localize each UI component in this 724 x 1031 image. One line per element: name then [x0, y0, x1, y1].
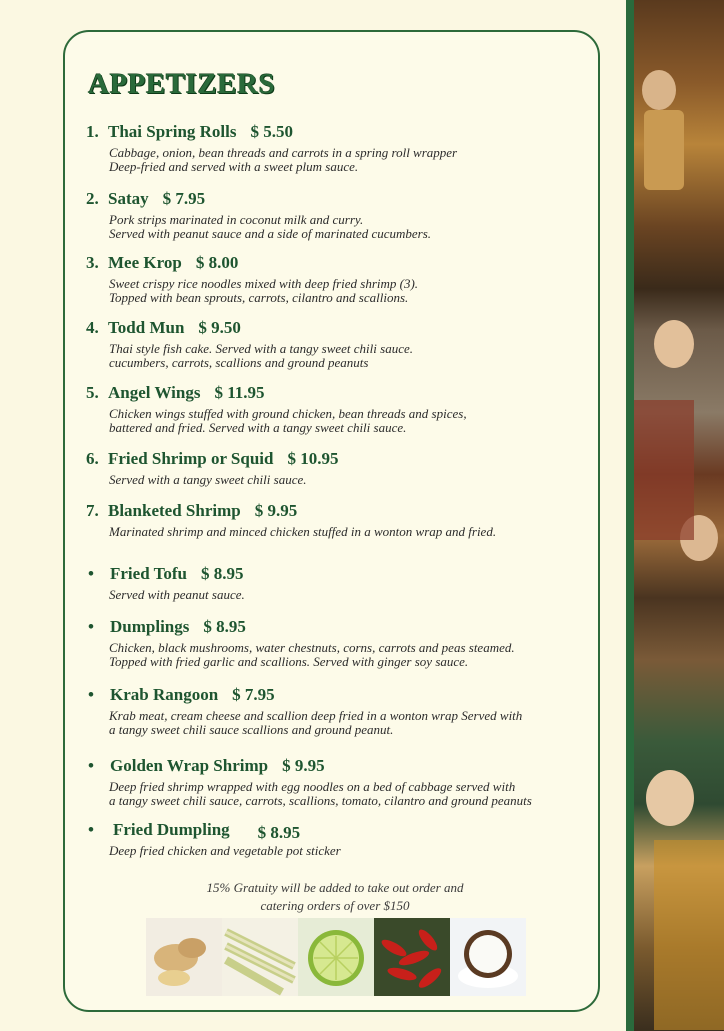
- item-name: Krab Rangoon: [110, 685, 219, 704]
- item-number: •: [88, 820, 94, 839]
- description-line: Cabbage, onion, bean threads and carrots in a spring roll wrapper: [109, 145, 458, 160]
- item-price: $ 9.95: [254, 501, 298, 520]
- item-price: $ 8.95: [203, 617, 246, 636]
- menu-item-title: [86, 253, 586, 273]
- item-name: Todd Mun: [108, 318, 185, 337]
- description-line: Served with peanut sauce and a side of marinated cucumbers.: [109, 226, 432, 241]
- item-description: [109, 525, 586, 539]
- menu-item-title: [86, 122, 586, 142]
- description-line: Thai style fish cake. Served with a tangy sweet chili sauce.: [109, 341, 413, 356]
- item-description: [109, 473, 586, 487]
- menu-item: [86, 253, 586, 305]
- menu-item: [86, 449, 586, 487]
- item-description: [109, 277, 586, 305]
- section-title: APPETIZERS: [88, 68, 276, 100]
- lime-photo: [298, 918, 374, 996]
- item-number: •: [88, 564, 94, 583]
- item-price: $ 11.95: [214, 383, 265, 402]
- description-line: Deep fried shrimp wrapped with egg noodles on a bed of cabbage served with: [109, 779, 516, 794]
- item-number: •: [88, 756, 94, 775]
- item-number: 1.: [86, 122, 99, 141]
- description-line: Sweet crispy rice noodles mixed with deep fried shrimp (3).: [109, 276, 419, 291]
- item-name: Dumplings: [110, 617, 190, 636]
- description-line: Chicken wings stuffed with ground chicken, bean threads and spices,: [109, 406, 467, 421]
- ginger-photo: [146, 918, 222, 996]
- item-description: [109, 146, 586, 174]
- menu-item: [86, 820, 586, 858]
- item-price: $ 9.95: [282, 756, 325, 775]
- item-number: 6.: [86, 449, 99, 468]
- gratuity-line: 15% Gratuity will be added to take out order and: [206, 880, 464, 895]
- menu-item-title: [86, 564, 586, 584]
- description-line: battered and fried. Served with a tangy sweet chili sauce.: [109, 420, 407, 435]
- menu-item-title: [86, 617, 586, 637]
- description-line: Chicken, black mushrooms, water chestnuts, corns, carrots and peas steamed.: [109, 640, 515, 655]
- item-name: Blanketed Shrimp: [108, 501, 241, 520]
- menu-item-title: [86, 189, 586, 209]
- item-name: Fried Shrimp or Squid: [108, 449, 274, 468]
- description-line: Served with peanut sauce.: [109, 587, 245, 602]
- item-name: Angel Wings: [108, 383, 201, 402]
- item-number: •: [88, 685, 94, 704]
- item-number: 7.: [86, 501, 99, 520]
- gratuity-note: [150, 879, 520, 915]
- item-name: Fried Tofu: [110, 564, 187, 583]
- description-line: Topped with fried garlic and scallions. Served with ginger soy sauce.: [109, 654, 469, 669]
- item-price: $ 7.95: [232, 685, 275, 704]
- menu-item: [86, 617, 586, 669]
- description-line: cucumbers, carrots, scallions and ground peanuts: [109, 355, 369, 370]
- decorative-border: [626, 0, 634, 1031]
- description-line: Deep fried chicken and vegetable pot sticker: [109, 843, 341, 858]
- item-name: Golden Wrap Shrimp: [110, 756, 269, 775]
- item-name: Fried Dumpling: [113, 820, 230, 839]
- item-number: •: [88, 617, 94, 636]
- item-price: $ 9.50: [198, 318, 241, 337]
- item-price: $ 7.95: [162, 189, 206, 208]
- description-line: Served with a tangy sweet chili sauce.: [109, 472, 307, 487]
- item-description: [109, 641, 586, 669]
- item-number: 3.: [86, 253, 99, 272]
- item-price: $ 8.00: [195, 253, 239, 272]
- item-name: Thai Spring Rolls: [108, 122, 237, 141]
- item-description: [109, 844, 586, 858]
- description-line: a tangy sweet chili sauce, carrots, scallions, tomato, cilantro and ground peanuts: [109, 793, 532, 808]
- item-number: 2.: [86, 189, 99, 208]
- menu-item-title: [86, 449, 586, 469]
- menu-item-title: [86, 820, 586, 840]
- menu-item: [86, 756, 586, 808]
- menu-item-title: [86, 383, 586, 403]
- description-line: Topped with bean sprouts, carrots, cilantro and scallions.: [109, 290, 409, 305]
- item-description: [109, 588, 586, 602]
- menu-item-title: [86, 685, 586, 705]
- description-line: Krab meat, cream cheese and scallion deep fried in a wonton wrap Served with: [109, 708, 523, 723]
- item-price: $ 8.95: [257, 823, 301, 842]
- gratuity-line: catering orders of over $150: [260, 898, 410, 913]
- item-price: $ 8.95: [201, 564, 244, 583]
- item-description: [109, 709, 586, 737]
- item-number: 4.: [86, 318, 99, 337]
- item-description: [109, 213, 586, 241]
- ingredient-photos: [146, 918, 526, 996]
- menu-item: [86, 685, 586, 737]
- menu-item: [86, 318, 586, 370]
- description-line: Pork strips marinated in coconut milk and curry.: [109, 212, 364, 227]
- menu-item: [86, 501, 586, 539]
- thai-art-panel: [634, 0, 724, 1031]
- menu-item: [86, 189, 586, 241]
- menu-item: [86, 122, 586, 174]
- item-price: $ 5.50: [250, 122, 293, 141]
- item-price: $ 10.95: [287, 449, 339, 468]
- menu-item-title: [86, 318, 586, 338]
- description-line: a tangy sweet chili sauce scallions and ground peanut.: [109, 722, 394, 737]
- item-description: [109, 780, 586, 808]
- item-name: Satay: [108, 189, 149, 208]
- menu-item: [86, 383, 586, 435]
- description-line: Deep-fried and served with a sweet plum sauce.: [109, 159, 359, 174]
- description-line: Marinated shrimp and minced chicken stuffed in a wonton wrap and fried.: [109, 524, 497, 539]
- menu-item: [86, 564, 586, 602]
- coconut-photo: [450, 918, 526, 996]
- item-description: [109, 407, 586, 435]
- menu-item-title: [86, 501, 586, 521]
- menu-item-title: [86, 756, 586, 776]
- item-name: Mee Krop: [108, 253, 182, 272]
- lemongrass-photo: [222, 918, 298, 996]
- chili-peppers-photo: [374, 918, 450, 996]
- item-description: [109, 342, 586, 370]
- item-number: 5.: [86, 383, 99, 402]
